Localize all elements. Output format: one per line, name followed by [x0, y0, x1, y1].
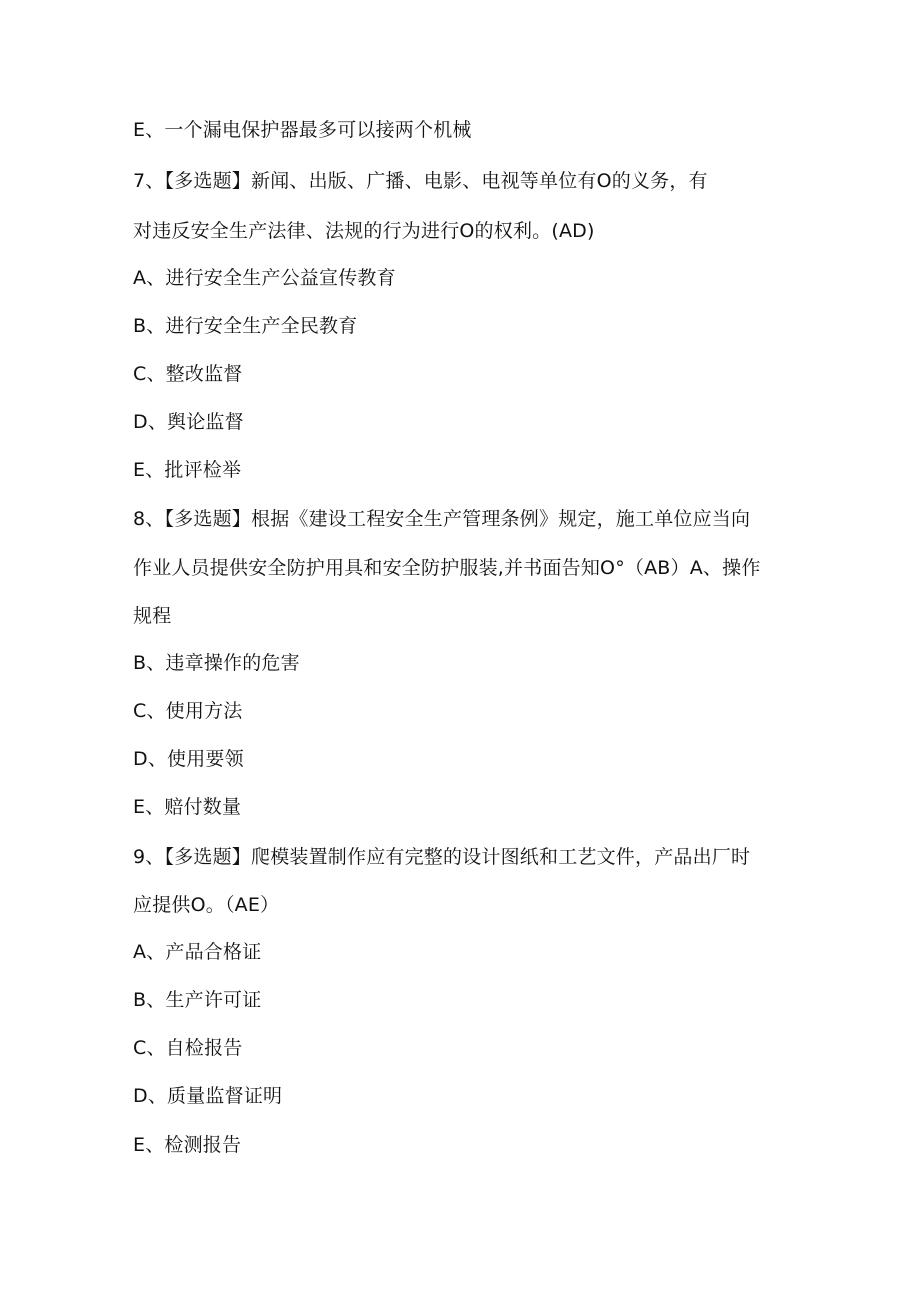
q7-question-line-1: 7、【多选题】新闻、出版、广播、电影、电视等单位有O的义务，有 [133, 170, 708, 192]
q8-option-c: C、使用方法 [133, 700, 243, 722]
q8-question-line-2: 作业人员提供安全防护用具和安全防护服装,并书面告知O°（AB）A、操作 [133, 557, 761, 579]
q7-option-d: D、舆论监督 [133, 411, 244, 433]
q8-option-b: B、违章操作的危害 [133, 652, 300, 674]
q9-option-d: D、质量监督证明 [133, 1085, 283, 1107]
q8-question-line-3: 规程 [133, 605, 172, 627]
q9-option-c: C、自检报告 [133, 1037, 243, 1059]
q8-question-line-1: 8、【多选题】根据《建设工程安全生产管理条例》规定，施工单位应当向 [133, 508, 751, 530]
q9-option-e: E、检测报告 [133, 1134, 242, 1156]
q9-question-line-1: 9、【多选题】爬模装置制作应有完整的设计图纸和工艺文件，产品出厂时 [133, 846, 751, 868]
q7-option-c: C、整改监督 [133, 363, 243, 385]
q7-option-e: E、批评检举 [133, 459, 242, 481]
q7-question-line-2: 对违反安全生产法律、法规的行为进行O的权利。(AD) [133, 220, 595, 242]
q6-option-e: E、一个漏电保护器最多可以接两个机械 [133, 119, 472, 141]
q9-question-line-2: 应提供O。（AE） [133, 894, 280, 916]
q9-option-b: B、生产许可证 [133, 989, 262, 1011]
q7-option-a: A、进行安全生产公益宣传教育 [133, 267, 396, 289]
q9-option-a: A、产品合格证 [133, 941, 262, 963]
q8-option-d: D、使用要领 [133, 748, 244, 770]
q8-option-e: E、赔付数量 [133, 796, 242, 818]
q7-option-b: B、进行安全生产全民教育 [133, 315, 358, 337]
